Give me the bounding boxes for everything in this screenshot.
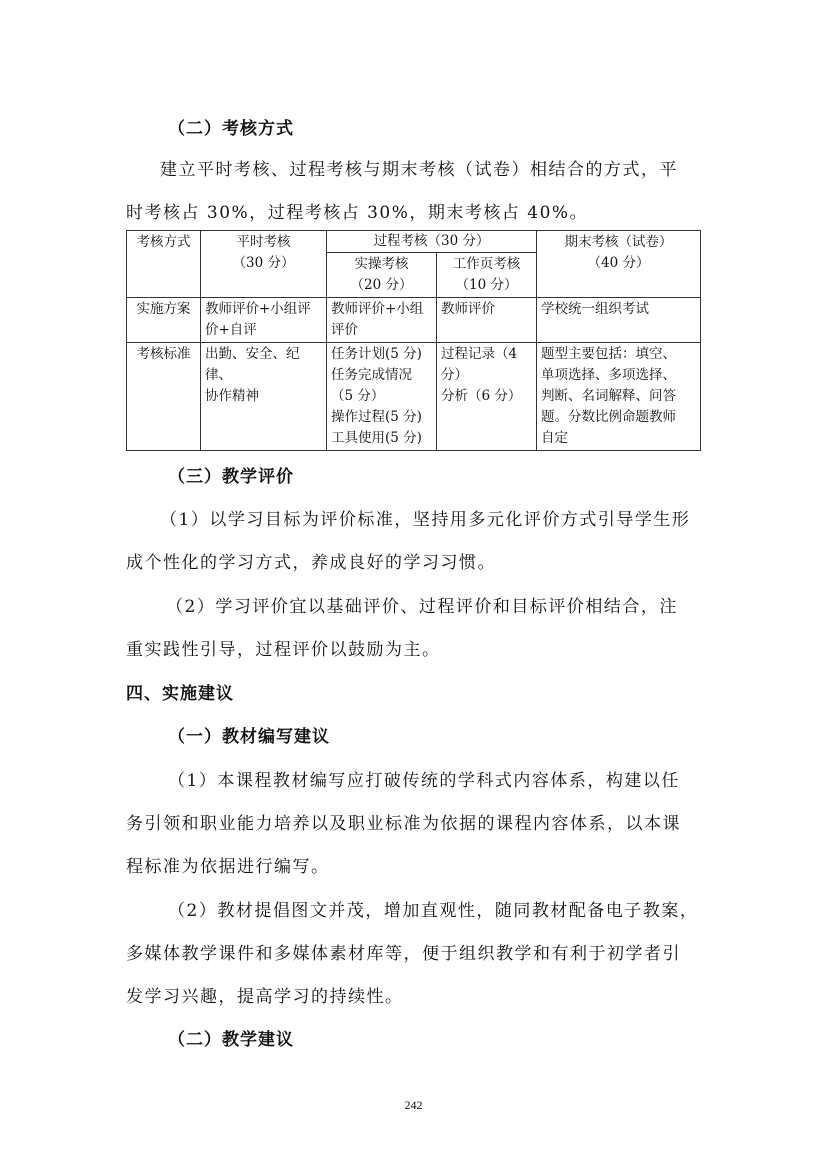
- criteria-label: 考核标准: [127, 343, 201, 451]
- criteria-workpage: 过程记录（4 分） 分析（6 分）: [437, 343, 537, 451]
- textbook-item-line: （2）教材提倡图文并茂，增加直观性，随同教材配备电子教案，: [168, 901, 699, 921]
- implementation-heading: 四、实施建议: [126, 684, 234, 704]
- evaluation-heading: （三）教学评价: [168, 467, 294, 487]
- criteria-daily: 出勤、安全、纪律、 协作精神: [201, 343, 327, 451]
- assessment-heading: （二）考核方式: [168, 119, 294, 139]
- teaching-heading: （二）教学建议: [168, 1030, 294, 1050]
- evaluation-item-line: 成个性化的学习方式，养成良好的学习习惯。: [126, 553, 496, 573]
- textbook-item-line: 务引领和职业能力培养以及职业标准为依据的课程内容体系，以本课: [126, 814, 681, 834]
- textbook-item-line: 发学习兴趣，提高学习的持续性。: [126, 987, 404, 1007]
- assessment-table: [126, 230, 701, 451]
- page-number: 242: [404, 1098, 423, 1112]
- criteria-practical: 任务计划(5 分) 任务完成情况 （5 分） 操作过程(5 分) 工具使用(5 分): [327, 343, 437, 451]
- table-row: [127, 298, 701, 343]
- assessment-intro-line: 建立平时考核、过程考核与期末考核（试卷）相结合的方式，平: [160, 160, 678, 180]
- assessment-intro-line: 时考核占 30%，过程考核占 30%，期末考核占 40%。: [126, 203, 589, 223]
- table-row: [127, 343, 701, 451]
- plan-final: 学校统一组织考试: [537, 298, 701, 343]
- plan-label: 实施方案: [127, 298, 201, 343]
- plan-daily: 教师评价+小组评 价+自评: [201, 298, 327, 343]
- plan-practical: 教师评价+小组 评价: [327, 298, 437, 343]
- header-method: 考核方式: [127, 231, 201, 298]
- header-workpage: 工作页考核 （10 分）: [437, 253, 537, 298]
- textbook-item-line: 程标准为依据进行编写。: [126, 857, 330, 877]
- header-practical: 实操考核 （20 分）: [327, 253, 437, 298]
- criteria-final: 题型主要包括：填空、 单项选择、多项选择、 判断、名词解释、问答 题。分数比例命题教师 自定: [537, 343, 701, 451]
- header-process: 过程考核（30 分）: [327, 231, 537, 253]
- textbook-heading: （一）教材编写建议: [168, 727, 330, 747]
- evaluation-item-line: （2）学习评价宜以基础评价、过程评价和目标评价相结合，注: [166, 597, 678, 617]
- evaluation-item-line: 重实践性引导，过程评价以鼓励为主。: [126, 640, 441, 660]
- header-final: 期末考核（试卷） （40 分）: [537, 231, 701, 298]
- plan-workpage: 教师评价: [437, 298, 537, 343]
- header-daily: 平时考核 （30 分）: [201, 231, 327, 298]
- evaluation-item-line: （1）以学习目标为评价标准，坚持用多元化评价方式引导学生形: [160, 510, 691, 530]
- textbook-item-line: （1）本课程教材编写应打破传统的学科式内容体系，构建以任: [168, 771, 680, 791]
- textbook-item-line: 多媒体教学课件和多媒体素材库等，便于组织教学和有利于初学者引: [126, 944, 681, 964]
